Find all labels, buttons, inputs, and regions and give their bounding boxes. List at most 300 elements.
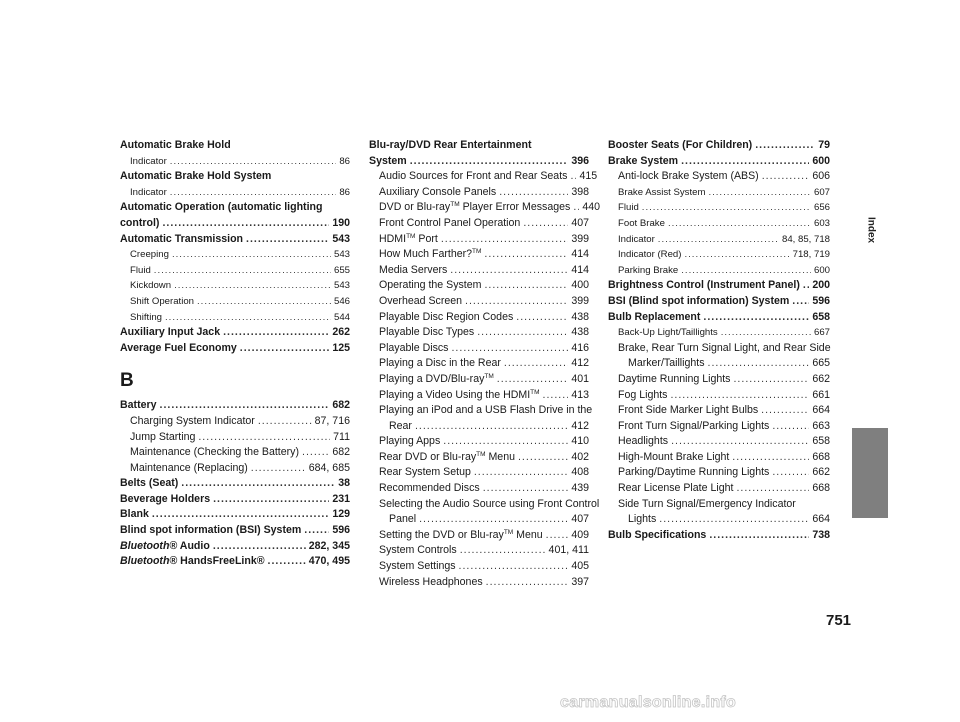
- dot-leader: [474, 465, 568, 481]
- index-entry-pages[interactable]: 399: [571, 232, 589, 245]
- index-entry-label: [608, 138, 752, 154]
- index-entry-label: [379, 310, 513, 326]
- index-entry-pages[interactable]: 84, 85, 718: [781, 233, 830, 245]
- index-entry[interactable]: [120, 278, 350, 294]
- index-entry-pages[interactable]: 410: [571, 435, 589, 448]
- dot-leader: [772, 419, 809, 435]
- index-entry-pages[interactable]: 667: [813, 327, 830, 339]
- dot-leader: [546, 528, 569, 544]
- index-entry-line: [379, 325, 589, 341]
- index-entry-label-text: Indicator: [130, 155, 167, 167]
- index-entry-line: [608, 310, 830, 326]
- index-entry-label-text: Blank: [120, 508, 149, 521]
- index-entry-label: [130, 414, 255, 430]
- index-entry[interactable]: [369, 278, 589, 294]
- index-entry-line: [369, 154, 589, 170]
- index-entry-pages[interactable]: 262: [332, 326, 350, 339]
- index-entry[interactable]: [369, 263, 589, 279]
- index-entry-pages[interactable]: 603: [813, 217, 830, 229]
- index-entry-label-text: Creeping: [130, 249, 169, 261]
- index-entry-pages[interactable]: 543: [332, 232, 350, 245]
- index-entry[interactable]: [369, 294, 589, 310]
- index-entry-label-text: Marker/Taillights: [628, 357, 705, 370]
- index-group-automatic: [120, 138, 350, 356]
- dot-leader: [684, 247, 789, 263]
- dot-leader: [573, 200, 579, 216]
- index-entry-line: [389, 512, 589, 528]
- index-entry[interactable]: [120, 523, 350, 539]
- index-entry-line: [130, 294, 350, 310]
- index-entry-pages[interactable]: 664: [812, 513, 830, 526]
- index-entry[interactable]: [608, 263, 830, 279]
- index-entry[interactable]: [120, 247, 350, 263]
- index-entry[interactable]: [608, 294, 830, 310]
- index-entry-label-text: Battery: [120, 399, 157, 412]
- index-entry-label: [130, 445, 299, 461]
- index-entry[interactable]: [369, 497, 600, 513]
- index-entry-label: [369, 154, 407, 170]
- index-entry-label-suffix: Menu: [485, 450, 515, 463]
- index-entry-line: [379, 528, 589, 544]
- index-entry-pages[interactable]: 668: [812, 450, 830, 463]
- dot-leader: [197, 294, 331, 310]
- index-entry-pages[interactable]: 231: [332, 492, 350, 505]
- index-entry[interactable]: [369, 138, 589, 154]
- index-entry-pages[interactable]: 470, 495: [308, 555, 350, 568]
- index-entry[interactable]: [608, 434, 830, 450]
- index-entry[interactable]: [120, 398, 350, 414]
- index-entry[interactable]: [369, 325, 589, 341]
- index-entry[interactable]: [608, 310, 830, 326]
- dot-leader: [670, 388, 809, 404]
- index-entry-pages[interactable]: 600: [812, 154, 830, 167]
- index-entry[interactable]: [120, 138, 350, 154]
- index-entry-label-text: Front Side Marker Light Bulbs: [618, 404, 759, 417]
- index-entry-pages[interactable]: 409: [571, 528, 589, 541]
- index-entry-pages[interactable]: 606: [812, 170, 830, 183]
- index-entry[interactable]: [369, 559, 589, 575]
- dot-leader: [736, 481, 809, 497]
- index-entry-pages[interactable]: 440: [582, 201, 600, 214]
- index-entry-pages[interactable]: 665: [812, 357, 830, 370]
- index-entry[interactable]: [120, 461, 350, 477]
- index-entry-line: [618, 325, 830, 341]
- index-entry-pages[interactable]: 200: [812, 279, 830, 292]
- index-entry-line: [379, 403, 593, 419]
- dot-leader: [154, 263, 331, 279]
- index-entry-pages[interactable]: 416: [571, 341, 589, 354]
- index-entry-pages[interactable]: 661: [812, 388, 830, 401]
- index-entry-line: [379, 543, 589, 559]
- index-entry-line: [379, 575, 589, 591]
- index-entry-line: [618, 465, 830, 481]
- index-entry[interactable]: [120, 294, 350, 310]
- index-entry[interactable]: [608, 185, 830, 201]
- index-entry-line: [130, 310, 350, 326]
- index-entry-label-text: BSI (Blind spot information) System: [608, 294, 790, 307]
- index-entry-label: [379, 372, 494, 388]
- index-entry-label-text: Anti-lock Brake System (ABS): [618, 170, 759, 183]
- index-entry[interactable]: [369, 543, 589, 559]
- index-entry-line: [379, 247, 589, 263]
- trademark-superscript: TM: [472, 248, 482, 256]
- index-entry-line: [608, 294, 830, 310]
- index-entry-label-text: control): [120, 216, 160, 229]
- dot-leader: [772, 465, 809, 481]
- index-entry[interactable]: [120, 430, 350, 446]
- index-column-2: [369, 138, 600, 590]
- index-entry-line: [130, 461, 350, 477]
- index-entry[interactable]: [120, 200, 350, 216]
- index-entry-pages[interactable]: 87, 716: [314, 414, 350, 427]
- index-entry-label: [628, 356, 705, 372]
- index-entry-label-text: Indicator (Red): [618, 249, 682, 261]
- index-entry-label-text: Jump Starting: [130, 430, 196, 443]
- index-entry-line: [379, 216, 589, 232]
- dot-leader: [708, 185, 811, 201]
- dot-leader: [165, 310, 331, 326]
- index-side-tab[interactable]: [852, 428, 888, 518]
- index-entry[interactable]: [608, 372, 830, 388]
- index-entry[interactable]: [369, 372, 589, 388]
- index-entry-pages[interactable]: 662: [812, 466, 830, 479]
- index-entry-pages[interactable]: 398: [571, 185, 589, 198]
- dot-leader: [460, 543, 546, 559]
- index-entry-label: [130, 278, 171, 294]
- index-entry[interactable]: [369, 434, 589, 450]
- index-entry-pages[interactable]: 658: [812, 310, 830, 323]
- index-entry[interactable]: [369, 575, 589, 591]
- index-entry-pages[interactable]: 668: [812, 482, 830, 495]
- index-entry-pages[interactable]: 718, 719: [792, 249, 830, 261]
- index-entry[interactable]: [608, 403, 830, 419]
- index-entry-pages[interactable]: 401: [571, 372, 589, 385]
- index-entry[interactable]: [369, 169, 598, 185]
- index-entry[interactable]: [608, 325, 830, 341]
- index-entry[interactable]: [608, 247, 830, 263]
- index-entry-pages[interactable]: 129: [332, 508, 350, 521]
- index-entry-pages[interactable]: 664: [812, 404, 830, 417]
- index-column-1: [120, 138, 350, 570]
- dot-leader: [441, 232, 568, 248]
- index-entry[interactable]: [369, 356, 589, 372]
- index-entry-label-text: Brake, Rear Turn Signal Light, and Rear Side: [618, 341, 831, 354]
- index-entry-pages[interactable]: 546: [333, 295, 350, 307]
- index-entry-line: [389, 419, 589, 435]
- index-entry[interactable]: [608, 200, 830, 216]
- index-entry-line: [379, 481, 589, 497]
- trademark-superscript: TM: [476, 450, 486, 458]
- index-entry-line: [120, 523, 350, 539]
- index-entry[interactable]: [120, 310, 350, 326]
- index-entry-label-text: Bulb Replacement: [608, 310, 701, 323]
- index-entry[interactable]: [120, 445, 350, 461]
- dot-leader: [497, 372, 569, 388]
- index-entry-pages[interactable]: 600: [813, 264, 830, 276]
- index-entry[interactable]: [369, 185, 589, 201]
- index-entry-label-text: How Much Farther?: [379, 248, 473, 261]
- index-entry-label-text: ® HandsFreeLink®: [169, 555, 265, 568]
- index-entry-pages[interactable]: 400: [571, 279, 589, 292]
- index-entry[interactable]: [120, 169, 350, 185]
- index-entry-pages[interactable]: 684, 685: [308, 461, 350, 474]
- index-entry[interactable]: [369, 481, 589, 497]
- index-entry-label-text: Playable Disc Types: [379, 326, 475, 339]
- index-entry[interactable]: [369, 512, 589, 528]
- index-entry-label-text: Media Servers: [379, 263, 448, 276]
- index-entry-pages[interactable]: 407: [571, 513, 589, 526]
- index-entry-label-text: HDMI: [379, 232, 407, 245]
- index-entry-pages[interactable]: 439: [571, 482, 589, 495]
- index-entry-label-suffix: Port: [415, 232, 438, 245]
- index-entry-pages[interactable]: 412: [571, 357, 589, 370]
- index-entry-label: [120, 325, 220, 341]
- index-entry-pages[interactable]: 438: [571, 326, 589, 339]
- dot-leader: [459, 559, 569, 575]
- index-entry-pages[interactable]: 397: [571, 575, 589, 588]
- index-entry[interactable]: [608, 497, 830, 513]
- index-entry-pages[interactable]: 282, 345: [308, 539, 350, 552]
- dot-leader: [465, 294, 568, 310]
- index-entry[interactable]: [120, 414, 350, 430]
- index-entry[interactable]: [369, 216, 589, 232]
- index-entry[interactable]: [120, 554, 350, 570]
- index-entry-label: [379, 543, 457, 559]
- index-entry-pages[interactable]: 190: [332, 216, 350, 229]
- index-entry-pages[interactable]: 86: [339, 186, 350, 198]
- index-entry-label: [608, 310, 700, 326]
- index-entry-line: [379, 263, 589, 279]
- index-entry[interactable]: [608, 154, 830, 170]
- index-entry-pages[interactable]: 86: [339, 155, 350, 167]
- index-entry[interactable]: [120, 476, 350, 492]
- index-entry-label: [379, 247, 481, 263]
- index-entry-label-text: Beverage Holders: [120, 492, 211, 505]
- index-entry-pages[interactable]: 79: [818, 139, 830, 151]
- index-entry[interactable]: [608, 450, 830, 466]
- index-entry-pages[interactable]: 596: [332, 524, 350, 537]
- dot-leader: [170, 154, 337, 170]
- index-entry-label: [120, 507, 149, 523]
- index-entry-label: [379, 325, 474, 341]
- index-entry-pages[interactable]: 405: [571, 560, 589, 573]
- index-entry[interactable]: [608, 528, 830, 544]
- index-entry[interactable]: [369, 388, 589, 404]
- index-entry-label: [618, 450, 729, 466]
- index-entry[interactable]: [369, 528, 589, 544]
- index-entry-label: [618, 388, 667, 404]
- index-entry[interactable]: [120, 185, 350, 201]
- index-entry-pages[interactable]: 682: [332, 446, 350, 459]
- index-entry[interactable]: [369, 154, 589, 170]
- index-entry-label-text: Auxiliary Console Panels: [379, 185, 497, 198]
- index-entry-label: [379, 481, 480, 497]
- trademark-superscript: TM: [450, 201, 460, 209]
- index-entry[interactable]: [608, 138, 830, 154]
- index-entry-pages[interactable]: 711: [333, 430, 350, 443]
- index-entry-pages[interactable]: 401, 411: [548, 544, 589, 557]
- index-entry-line: [130, 247, 350, 263]
- index-entry-pages[interactable]: 607: [813, 186, 830, 198]
- index-entry[interactable]: [120, 341, 350, 357]
- index-entry-pages[interactable]: 543: [333, 280, 350, 292]
- index-entry-line: [120, 216, 350, 232]
- index-entry[interactable]: [608, 465, 830, 481]
- index-entry-label-text: Side Turn Signal/Emergency Indicator: [618, 497, 796, 510]
- index-entry[interactable]: [369, 200, 600, 216]
- index-entry-pages[interactable]: 438: [571, 310, 589, 323]
- trademark-superscript: TM: [530, 388, 540, 396]
- index-entry-pages[interactable]: 596: [812, 294, 830, 307]
- dot-leader: [703, 310, 809, 326]
- index-entry-line: [120, 169, 350, 185]
- index-entry-line: [608, 154, 830, 170]
- dot-leader: [152, 507, 329, 523]
- index-side-label: Index: [865, 216, 877, 244]
- index-entry-label: [130, 247, 169, 263]
- index-entry-label-text: Automatic Operation (automatic lighting: [120, 201, 323, 214]
- index-entry-pages[interactable]: 125: [332, 341, 350, 354]
- index-entry[interactable]: [608, 232, 830, 248]
- index-entry-line: [618, 450, 830, 466]
- index-entry-label-text: Operating the System: [379, 279, 482, 292]
- dot-leader: [570, 169, 576, 185]
- index-entry-line: [120, 507, 350, 523]
- dot-leader: [240, 341, 330, 357]
- index-entry-pages[interactable]: 402: [571, 450, 589, 463]
- index-entry-line: [379, 185, 589, 201]
- index-entry-label: [618, 232, 655, 248]
- index-entry-label-text: Parking/Daytime Running Lights: [618, 466, 770, 479]
- page-number: 751: [826, 612, 852, 629]
- index-entry-pages[interactable]: 414: [571, 263, 589, 276]
- index-entry-line: [618, 372, 830, 388]
- index-entry-pages[interactable]: 658: [812, 435, 830, 448]
- index-entry-label: [120, 138, 231, 154]
- index-entry[interactable]: [120, 507, 350, 523]
- index-entry-pages[interactable]: 662: [812, 372, 830, 385]
- index-entry-line: [608, 138, 830, 154]
- index-entry[interactable]: [120, 539, 350, 555]
- dot-leader: [762, 169, 810, 185]
- index-entry-label-text: Fluid: [130, 264, 151, 276]
- index-entry[interactable]: [120, 154, 350, 170]
- index-entry-label-text: Setting the DVD or Blu-ray: [379, 528, 504, 541]
- index-entry-label: [379, 169, 567, 185]
- index-entry[interactable]: [608, 169, 830, 185]
- index-entry-label-italic: Bluetooth: [120, 539, 170, 552]
- index-entry-pages[interactable]: 38: [338, 477, 350, 490]
- index-entry-label-text: Headlights: [618, 435, 669, 448]
- index-entry-label-text: Wireless Headphones: [379, 575, 483, 588]
- index-entry-pages[interactable]: 655: [333, 264, 350, 276]
- dot-leader: [443, 434, 568, 450]
- trademark-superscript: TM: [484, 372, 494, 380]
- index-entry[interactable]: [120, 325, 350, 341]
- index-entry-pages[interactable]: 407: [571, 216, 589, 229]
- dot-leader: [755, 138, 815, 154]
- index-entry-pages[interactable]: 415: [579, 170, 598, 183]
- index-entry[interactable]: [369, 232, 589, 248]
- index-entry-label: [618, 263, 678, 279]
- index-entry-line: [618, 481, 830, 497]
- index-entry-pages[interactable]: 414: [571, 248, 589, 261]
- dot-leader: [415, 419, 568, 435]
- index-entry[interactable]: [120, 216, 350, 232]
- index-entry[interactable]: [608, 216, 830, 232]
- index-entry-label: [130, 310, 162, 326]
- index-entry-pages[interactable]: 408: [571, 466, 589, 479]
- index-entry[interactable]: [369, 403, 593, 419]
- index-entry-pages[interactable]: 544: [333, 311, 350, 323]
- index-entry[interactable]: [608, 419, 830, 435]
- index-entry-pages[interactable]: 656: [813, 202, 830, 214]
- index-entry-line: [618, 419, 830, 435]
- index-entry-pages[interactable]: 399: [571, 294, 589, 307]
- index-entry-label-text: Lights: [628, 513, 657, 526]
- index-entry[interactable]: [608, 341, 830, 357]
- index-entry-label: [618, 200, 639, 216]
- index-entry[interactable]: [608, 278, 830, 294]
- index-entry-label: [379, 497, 599, 513]
- dot-leader: [213, 492, 329, 508]
- index-entry-label: [379, 559, 456, 575]
- index-entry[interactable]: [369, 465, 589, 481]
- dot-leader: [486, 575, 569, 591]
- index-entry-line: [618, 388, 830, 404]
- index-entry[interactable]: [608, 388, 830, 404]
- index-entry-line: [618, 232, 830, 248]
- dot-leader: [709, 528, 809, 544]
- index-entry-line: [379, 388, 589, 404]
- dot-leader: [258, 414, 312, 430]
- index-entry[interactable]: [608, 512, 830, 528]
- index-entry-label-text: Recommended Discs: [379, 482, 480, 495]
- dot-leader: [181, 476, 335, 492]
- index-entry-pages[interactable]: 412: [571, 419, 589, 432]
- index-entry[interactable]: [120, 492, 350, 508]
- index-entry[interactable]: [369, 341, 589, 357]
- index-entry[interactable]: [120, 263, 350, 279]
- index-entry-label: [618, 481, 733, 497]
- index-entry-line: [618, 497, 830, 513]
- index-entry[interactable]: [369, 247, 589, 263]
- index-entry-label-text: Audio Sources for Front and Rear Seats: [379, 170, 568, 183]
- index-entry-pages[interactable]: 682: [332, 399, 350, 412]
- index-entry-label-text: Rear: [389, 419, 412, 432]
- index-entry-line: [379, 450, 589, 466]
- index-entry-pages[interactable]: 413: [571, 388, 589, 401]
- index-entry-line: [120, 232, 350, 248]
- dot-leader: [659, 512, 809, 528]
- index-entry-pages[interactable]: 738: [812, 528, 830, 541]
- index-entry[interactable]: [120, 232, 350, 248]
- index-entry[interactable]: [608, 481, 830, 497]
- index-entry[interactable]: [608, 356, 830, 372]
- dot-leader: [761, 403, 809, 419]
- index-entry-line: [379, 232, 589, 248]
- index-entry[interactable]: [369, 310, 589, 326]
- dot-leader: [516, 310, 568, 326]
- index-entry-pages[interactable]: 396: [571, 154, 589, 167]
- index-entry[interactable]: [369, 450, 589, 466]
- index-entry-label: [379, 575, 483, 591]
- index-entry[interactable]: [369, 419, 589, 435]
- index-entry-pages[interactable]: 663: [812, 419, 830, 432]
- index-entry-pages[interactable]: 543: [333, 249, 350, 261]
- index-entry-label-text: Rear DVD or Blu-ray: [379, 450, 477, 463]
- index-entry-label-text: Brightness Control (Instrument Panel): [608, 279, 800, 292]
